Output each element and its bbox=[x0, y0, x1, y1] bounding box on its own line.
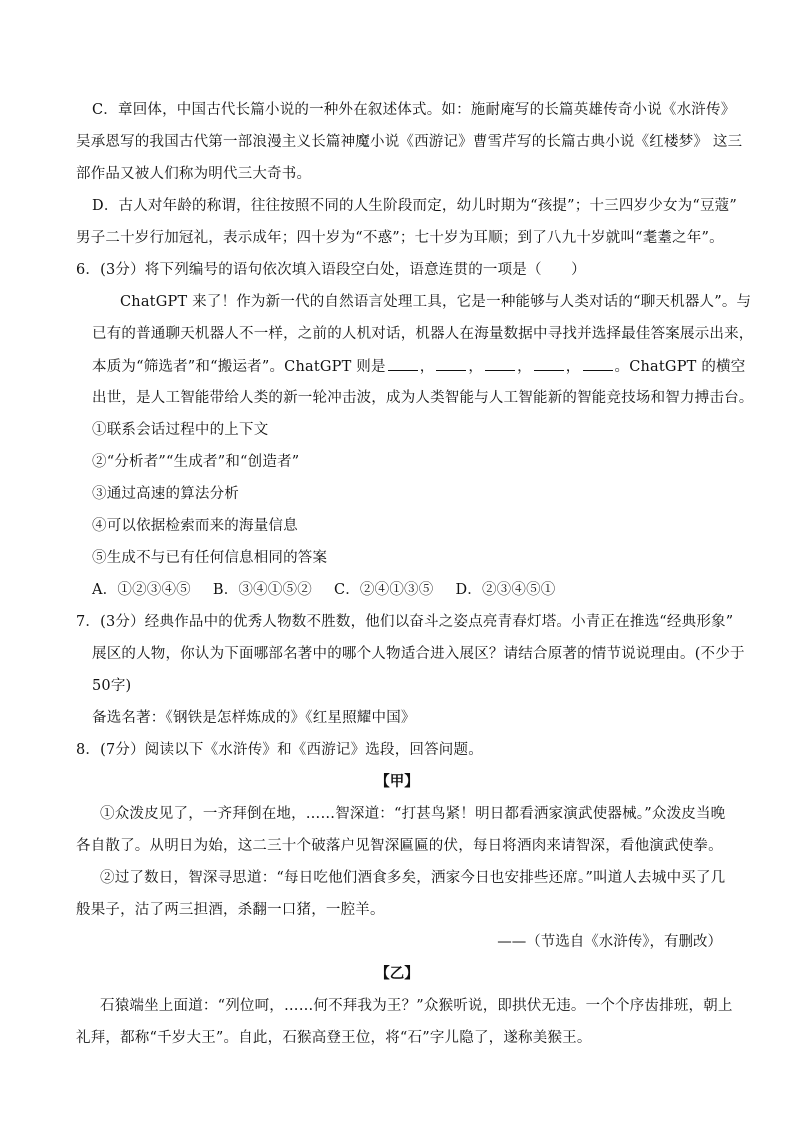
option-c-line-2: 吴承恩写的我国古代第一部浪漫主义长篇神魔小说《西游记》曹雪芹写的长篇古典小说《红楼梦》 这三 bbox=[76, 134, 743, 150]
passage-jia-line-4: 般果子，沽了两三担酒，杀翻一口猪，一腔羊。 bbox=[76, 902, 385, 918]
comma: ， bbox=[517, 359, 532, 375]
passage-yi-line-2: 礼拜，都称“千岁大王”。自此，石猴高登王位，将“石”字儿隐了，遂称美猴王。 bbox=[76, 1030, 592, 1046]
question-7-book-list: 备选名著：《钢铁是怎样炼成的》《红星照耀中国》 bbox=[92, 710, 416, 726]
q6-option-a[interactable]: A．①②③④⑤ bbox=[92, 582, 191, 598]
q6-sentence-2: ②“分析者”“生成者”和“创造者” bbox=[92, 454, 300, 470]
blank-2 bbox=[436, 356, 466, 371]
q6-passage-line-3 bbox=[92, 356, 745, 377]
passage-yi-title: 【乙】 bbox=[375, 965, 419, 982]
blank-4 bbox=[534, 356, 564, 371]
q6-option-d[interactable]: D．②③④⑤① bbox=[455, 582, 556, 598]
option-d-line-1: D．古人对年龄的称谓，往往按照不同的人生阶段而定，幼儿时期为“孩提”；十三四岁少女为“豆蔻” bbox=[92, 198, 737, 214]
question-7-line-3: 50字) bbox=[92, 678, 132, 694]
q6-passage-line-3-end: 。ChatGPT 的横空 bbox=[614, 359, 746, 375]
passage-jia-line-1: ①众泼皮见了，一齐拜倒在地，……智深道：“打甚鸟紧！明日都看洒家演武使器械。”众泼皮当晚 bbox=[100, 806, 726, 822]
passage-jia-line-2: 各自散了。从明日为始，这二三十个破落户见智深匾匾的伏，每日将酒肉来请智深，看他演武使拳。 bbox=[76, 838, 723, 854]
option-c-line-3: 部作品又被人们称为明代三大奇书。 bbox=[76, 166, 312, 182]
question-7-line-2: 展区的人物，你认为下面哪部名著中的哪个人物适合进入展区？请结合原著的情节说说理由。(不少于 bbox=[92, 646, 745, 662]
blank-3 bbox=[485, 356, 515, 371]
comma: ， bbox=[468, 359, 484, 375]
q6-options bbox=[92, 580, 555, 600]
blank-1 bbox=[388, 356, 418, 371]
q6-option-c[interactable]: C．②④①③⑤ bbox=[333, 582, 434, 598]
option-d-line-2: 男子二十岁行加冠礼，表示成年；四十岁为“不惑”；七十岁为耳顺；到了八九十岁就叫“耄耋之年”。 bbox=[76, 230, 724, 246]
q6-passage-line-2: 已有的普通聊天机器人不一样，之前的人机对话，机器人在海量数据中寻找并选择最佳答案展示出来， bbox=[92, 326, 754, 342]
q6-option-b[interactable]: B．③④①⑤② bbox=[212, 582, 312, 598]
q6-sentence-5: ⑤生成不与已有任何信息相同的答案 bbox=[92, 550, 328, 566]
option-c-line-1: C．章回体，中国古代长篇小说的一种外在叙述体式。如：施耐庵写的长篇英雄传奇小说《水浒传》 bbox=[92, 102, 736, 118]
comma: ， bbox=[565, 359, 581, 375]
q6-passage-line-1: ChatGPT 来了！作为新一代的自然语言处理工具，它是一种能够与人类对话的“聊天机器人”。与 bbox=[120, 294, 752, 310]
passage-jia-title: 【甲】 bbox=[375, 773, 419, 790]
passage-jia-source: ——（节选自《水浒传》，有删改） bbox=[497, 934, 722, 950]
q6-sentence-4: ④可以依据检索而来的海量信息 bbox=[92, 518, 298, 534]
passage-jia-line-3: ②过了数日，智深寻思道：“每日吃他们酒食多矣，洒家今日也安排些还席。”叫道人去城中买了几 bbox=[100, 870, 726, 886]
q6-passage-line-4: 出世，是人工智能带给人类的新一轮冲击波，成为人类智能与人工智能新的智能竞技场和智力搏击台。 bbox=[92, 390, 754, 406]
comma: ， bbox=[419, 359, 435, 375]
q6-passage-line-3-start: 本质为“筛选者”和“搬运者”。ChatGPT 则是 bbox=[92, 359, 386, 375]
question-7-line-1: 7．(3分）经典作品中的优秀人物数不胜数，他们以奋斗之姿点亮青春灯塔。小青正在推选“经典形象” bbox=[76, 614, 734, 630]
question-6-stem: 6．(3分）将下列编号的语句依次填入语段空白处，语意连贯的一项是（ ） bbox=[76, 262, 586, 278]
passage-yi-line-1: 石猿端坐上面道：“列位呵，……何不拜我为王？”众猴听说，即拱伏无违。一个个序齿排班，朝上 bbox=[100, 998, 733, 1014]
q6-sentence-1: ①联系会话过程中的上下文 bbox=[92, 422, 269, 438]
blank-5 bbox=[583, 356, 613, 371]
q6-sentence-3: ③通过高速的算法分析 bbox=[92, 486, 239, 502]
question-8-stem: 8．(7分）阅读以下《水浒传》和《西游记》选段，回答问题。 bbox=[76, 742, 483, 758]
